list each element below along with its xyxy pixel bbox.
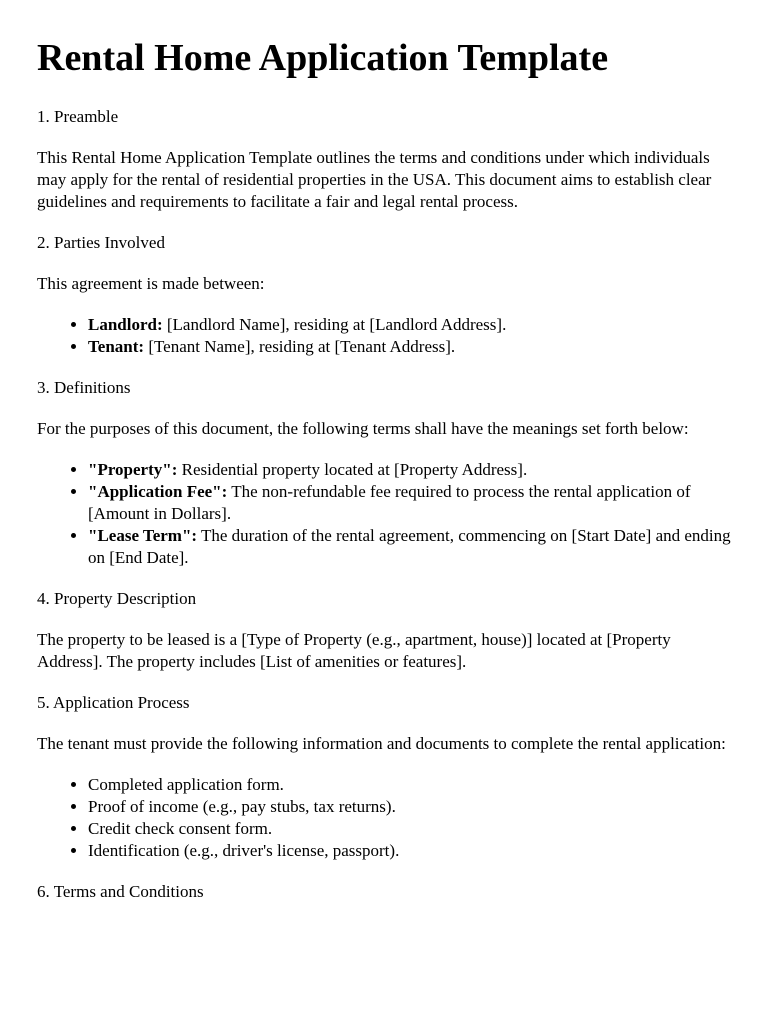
application-heading: 5. Application Process	[37, 693, 190, 712]
application-list	[37, 774, 734, 862]
list-item: • Completed application form.	[88, 774, 734, 796]
list-item-term: "Lease Term":	[88, 526, 198, 545]
property-text: The property to be leased is a [Type of Property (e.g., apartment, house)] located at [Property Address]. The property includes [List of amenities or features].	[37, 630, 671, 671]
definitions-list	[37, 459, 734, 569]
list-item-text: Residential property located at [Property Address].	[177, 460, 528, 479]
list-item-text: [Tenant Name], residing at [Tenant Address].	[144, 337, 456, 356]
list-item	[88, 459, 734, 481]
definitions-intro: For the purposes of this document, the following terms shall have the meanings set forth below:	[37, 419, 689, 438]
application-intro: The tenant must provide the following information and documents to complete the rental application:	[37, 734, 726, 753]
preamble-text: This Rental Home Application Template outlines the terms and conditions under which individuals may apply for the rental of residential properties in the USA. This document aims to establish clear guidelines and requirements to facilitate a fair and legal rental process.	[37, 148, 712, 211]
list-item-term: Tenant:	[88, 337, 145, 356]
list-item-term: "Property":	[88, 460, 178, 479]
list-item: • Credit check consent form.	[88, 818, 734, 840]
parties-intro: This agreement is made between:	[37, 274, 265, 293]
definitions-heading: 3. Definitions	[37, 378, 131, 397]
list-item	[88, 336, 734, 358]
preamble-heading: 1. Preamble	[37, 107, 119, 126]
list-item-text: The non-refundable fee required to process the rental application of [Amount in Dollars].	[88, 482, 691, 523]
terms-heading: 6. Terms and Conditions	[37, 882, 204, 901]
list-item: • Identification (e.g., driver's license, passport).	[88, 840, 734, 862]
page-title: Rental Home Application Template	[37, 37, 609, 79]
property-heading: 4. Property Description	[37, 589, 197, 608]
list-item-term: Landlord:	[88, 315, 163, 334]
list-item-term: "Application Fee":	[88, 482, 228, 501]
list-item	[88, 525, 734, 569]
list-item-text: The duration of the rental agreement, commencing on [Start Date] and ending on [End Date].	[88, 526, 731, 567]
list-item	[88, 314, 734, 336]
list-item	[88, 481, 734, 525]
parties-list	[37, 314, 734, 358]
parties-heading: 2. Parties Involved	[37, 233, 165, 252]
list-item-text: [Landlord Name], residing at [Landlord Address].	[162, 315, 507, 334]
list-item: • Proof of income (e.g., pay stubs, tax returns).	[88, 796, 734, 818]
